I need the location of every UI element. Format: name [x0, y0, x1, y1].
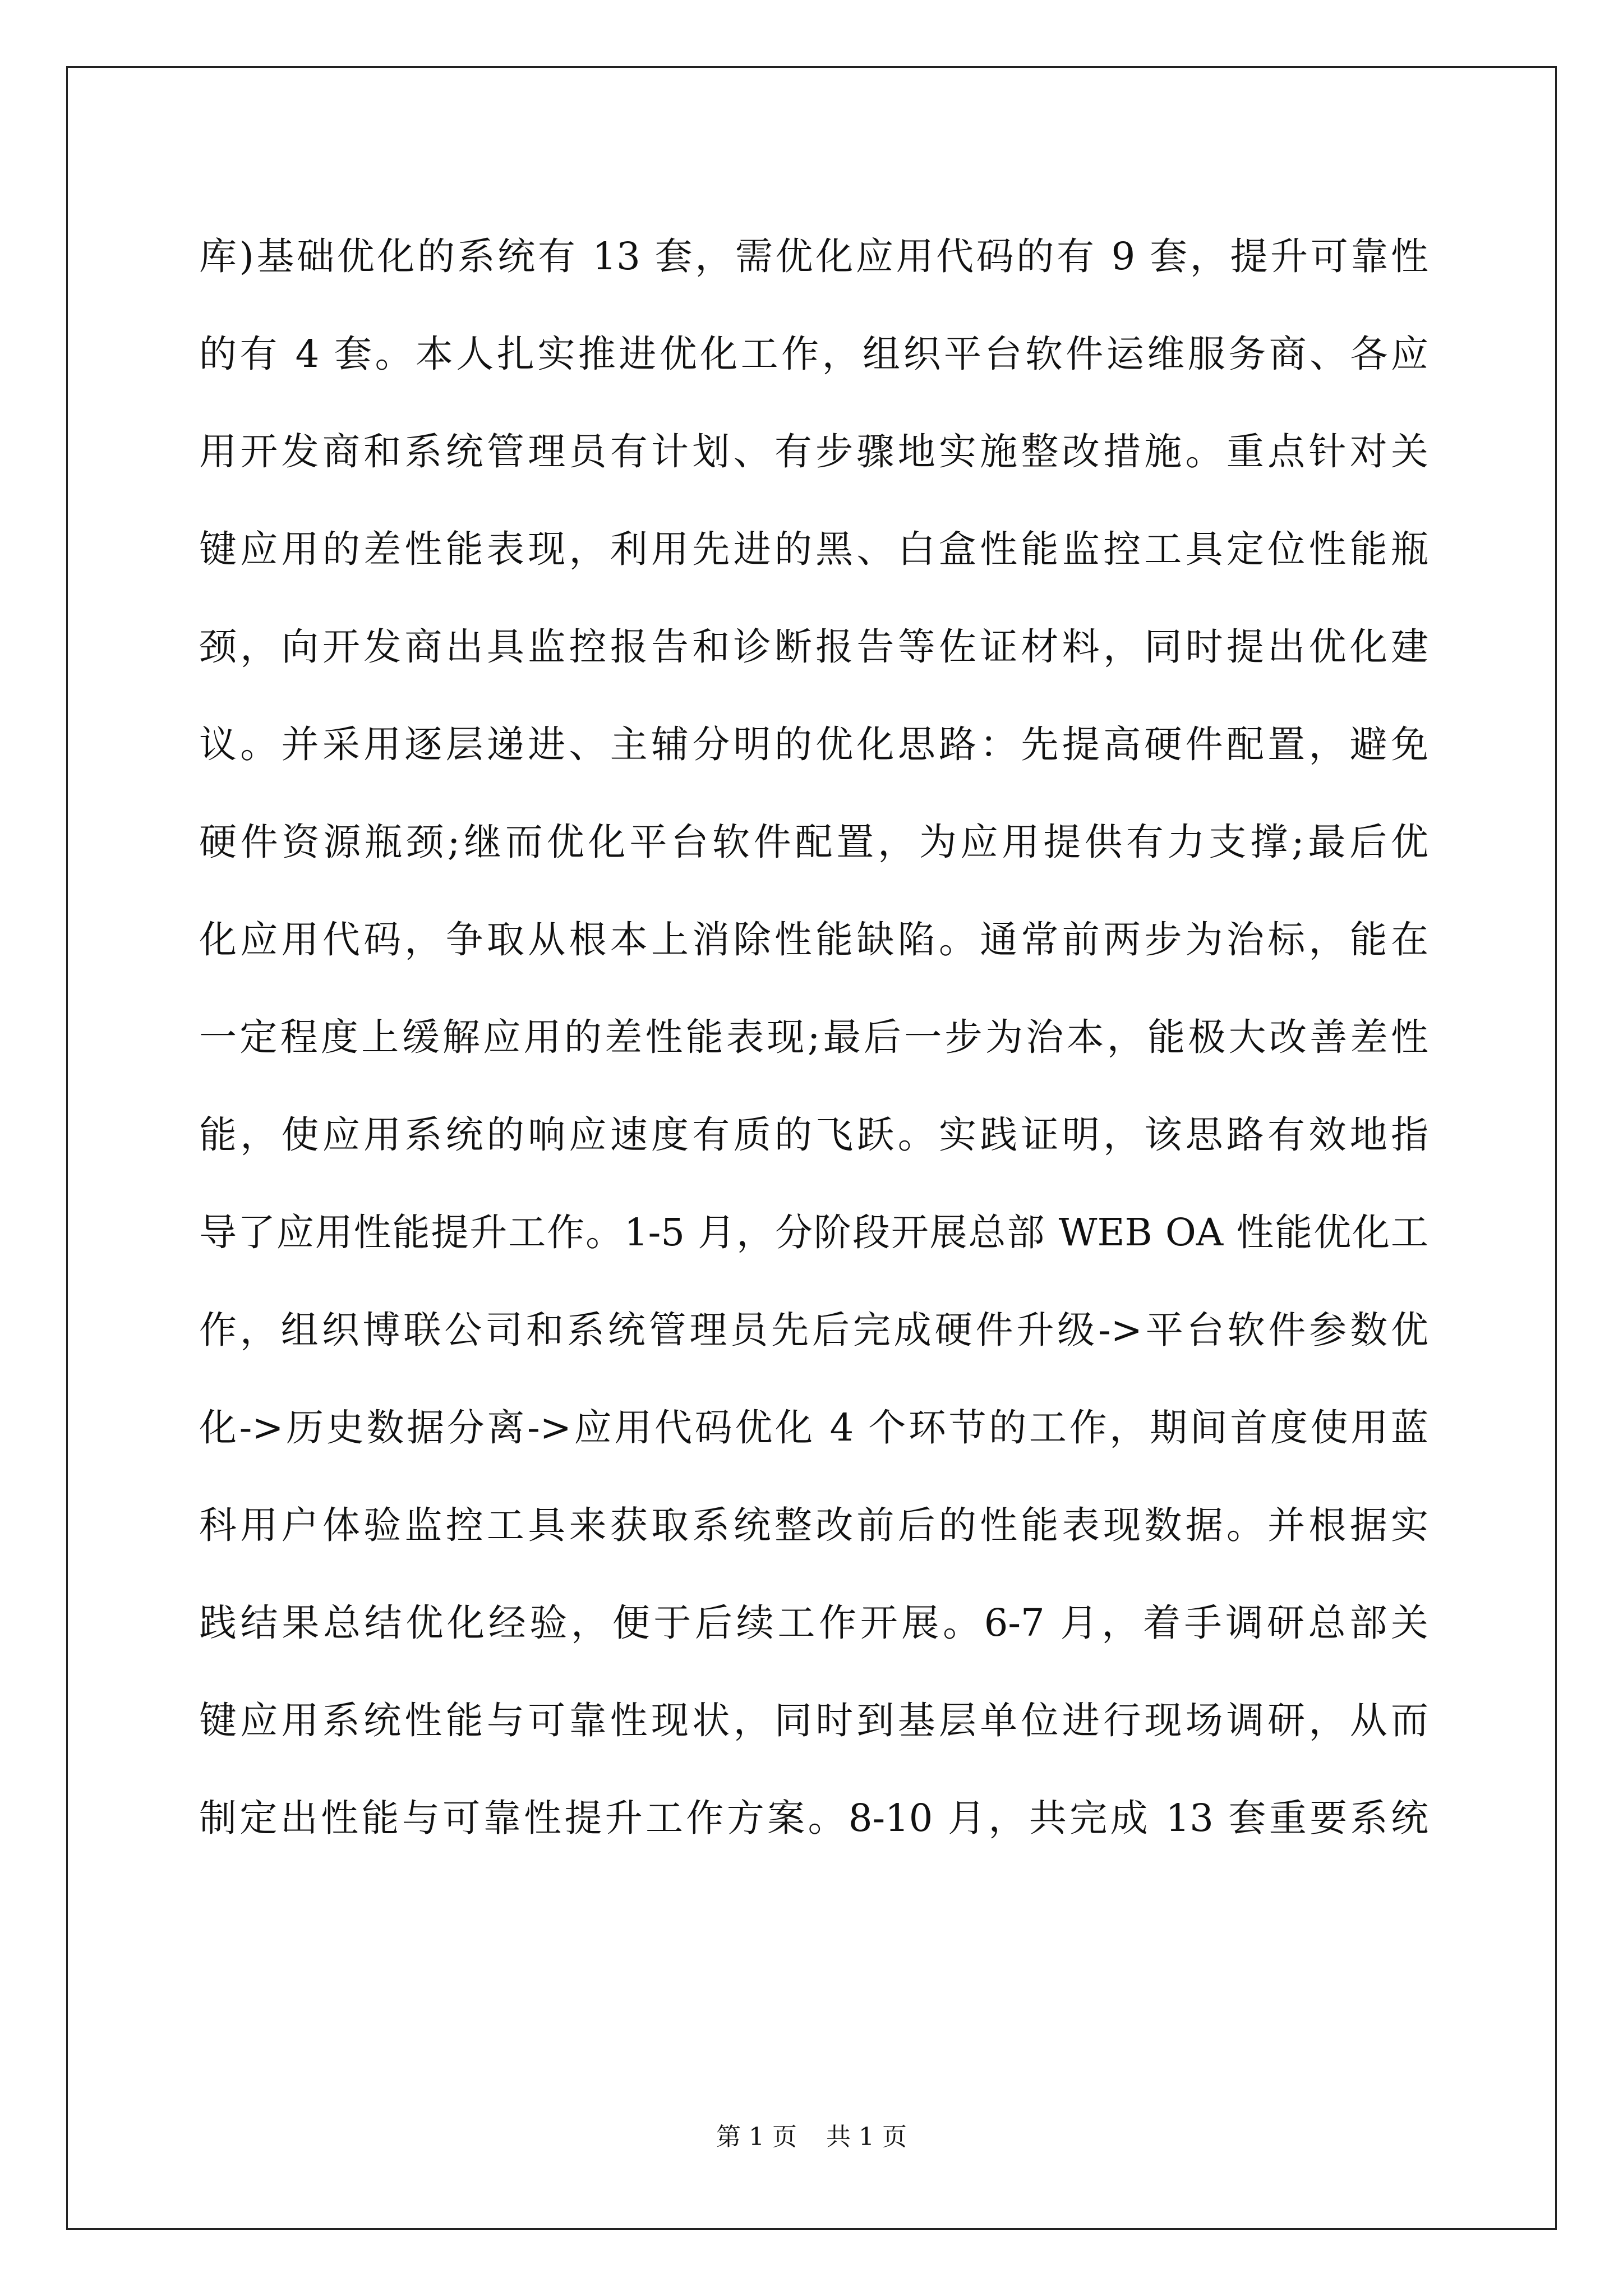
- page-number: 第 1 页: [716, 2123, 797, 2151]
- text-line: 库)基础优化的系统有 13 套，需优化应用代码的有 9 套，提升可靠性: [199, 234, 1428, 278]
- text-line: 用开发商和系统管理员有计划、有步骤地实施整改措施。重点针对关: [199, 430, 1428, 473]
- text-line: 的有 4 套。本人扎实推进优化工作，组织平台软件运维服务商、各应: [199, 332, 1428, 376]
- text-line: 颈，向开发商出具监控报告和诊断报告等佐证材料，同时提出优化建: [199, 625, 1428, 669]
- page-footer: [0, 2120, 1623, 2154]
- text-line: 化->历史数据分离->应用代码优化 4 个环节的工作，期间首度使用蓝: [199, 1406, 1428, 1450]
- text-line: 导了应用性能提升工作。1-5 月，分阶段开展总部 WEB OA 性能优化工: [199, 1211, 1428, 1254]
- text-line: 键应用的差性能表现，利用先进的黑、白盒性能监控工具定位性能瓶: [199, 527, 1428, 571]
- text-line: 化应用代码，争取从根本上消除性能缺陷。通常前两步为治标，能在: [199, 918, 1428, 961]
- text-line: 一定程度上缓解应用的差性能表现;最后一步为治本，能极大改善差性: [199, 1015, 1428, 1059]
- body-text: [199, 208, 1428, 1867]
- text-line: 践结果总结优化经验，便于后续工作开展。6-7 月，着手调研总部关: [199, 1601, 1428, 1645]
- text-line: 制定出性能与可靠性提升工作方案。8-10 月，共完成 13 套重要系统: [199, 1796, 1428, 1840]
- page-total: 共 1 页: [826, 2123, 907, 2151]
- text-line: 科用户体验监控工具来获取系统整改前后的性能表现数据。并根据实: [199, 1503, 1428, 1547]
- text-line: 硬件资源瓶颈;继而优化平台软件配置，为应用提供有力支撑;最后优: [199, 820, 1428, 864]
- text-line: 作，组织博联公司和系统管理员先后完成硬件升级->平台软件参数优: [199, 1308, 1428, 1352]
- text-line: 键应用系统性能与可靠性现状，同时到基层单位进行现场调研，从而: [199, 1699, 1428, 1742]
- text-line: 议。并采用逐层递进、主辅分明的优化思路：先提高硬件配置，避免: [199, 723, 1428, 766]
- text-line: 能，使应用系统的响应速度有质的飞跃。实践证明，该思路有效地指: [199, 1113, 1428, 1157]
